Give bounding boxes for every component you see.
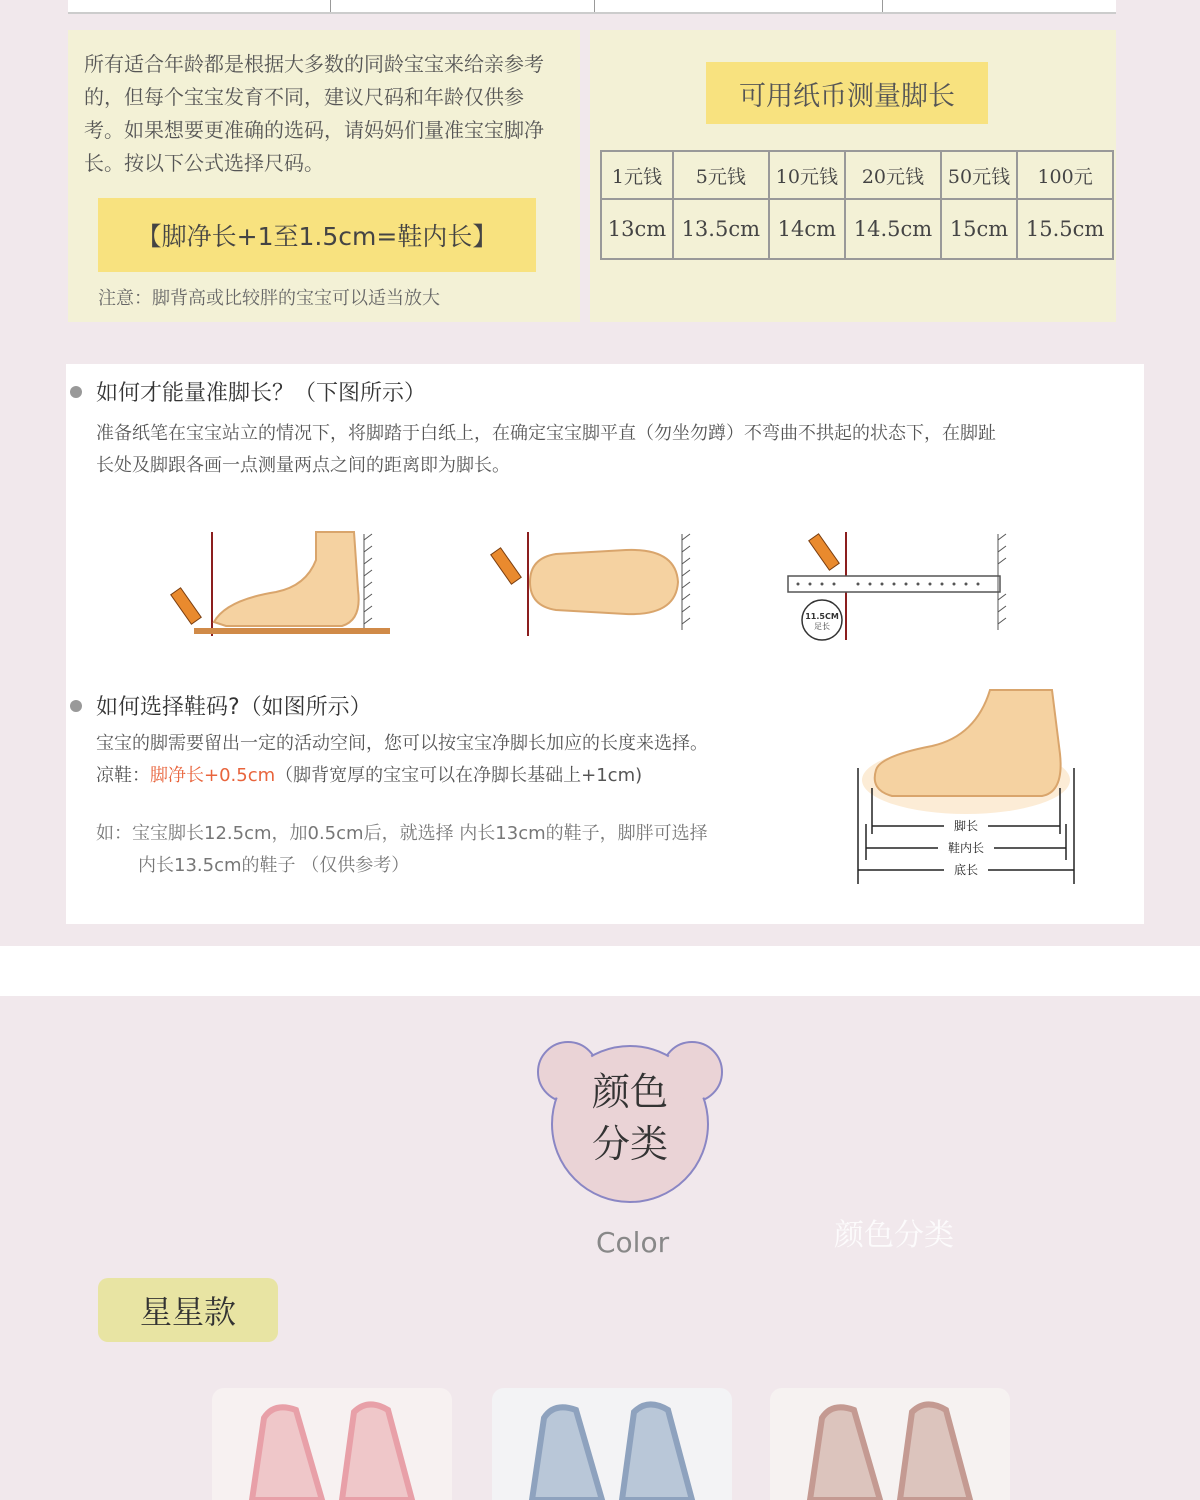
bullet-icon [70, 700, 82, 712]
section-divider [0, 946, 1200, 996]
shoe-image [492, 1388, 732, 1500]
coin-length: 14.5cm [845, 199, 941, 259]
coin-length: 13cm [601, 199, 673, 259]
coin-length: 15.5cm [1017, 199, 1113, 259]
ruler-label: 足长 [814, 622, 830, 631]
sandal-rule: 脚净长+0.5cm [150, 765, 276, 786]
sandal-note: （脚背宽厚的宝宝可以在净脚长基础上+1cm) [275, 765, 643, 786]
coin-header: 20元钱 [845, 151, 941, 199]
badge-line: 颜色 [591, 1070, 668, 1114]
coin-header: 5元钱 [673, 151, 769, 199]
size-note: 注意：脚背高或比较胖的宝宝可以适当放大 [98, 288, 440, 309]
badge-text [536, 1066, 724, 1170]
coin-measure-title: 可用纸币测量脚长 [706, 62, 988, 124]
product-thumb-pink[interactable] [212, 1388, 452, 1500]
size-advice-text: 所有适合年龄都是根据大多数的同龄宝宝来给亲参考的，但每个宝宝发育不同，建议尺码和年龄仅供参考。如果想要更准确的选码，请妈妈们量准宝宝脚净长。按以下公式选择尺码。 [84, 52, 544, 175]
how-measure-title: 如何才能量准脚长？（下图所示） [96, 381, 427, 406]
foot-side-illustration [166, 530, 396, 640]
top-table-edge [68, 0, 1116, 14]
color-category-badge [536, 1036, 724, 1206]
coin-header: 100元 [1017, 151, 1113, 199]
how-choose-title: 如何选择鞋码?（如图所示） [96, 695, 372, 720]
how-choose-heading [70, 690, 372, 721]
diagram-label: 鞋内长 [947, 841, 985, 855]
how-choose-text [96, 728, 836, 792]
how-measure-line: 准备纸笔在宝宝站立的情况下，将脚踏于白纸上，在确定宝宝脚平直（勿坐勿蹲）不弯曲不拱起的状态下，在脚趾 [96, 423, 996, 444]
how-measure-line: 长处及脚跟各画一点测量两点之间的距离即为脚长。 [96, 455, 510, 476]
measuring-guide-card [66, 364, 1144, 924]
coin-header: 50元钱 [941, 151, 1017, 199]
size-formula: 【脚净长+1至1.5cm=鞋内长】 [98, 198, 536, 272]
style-tag: 星星款 [98, 1278, 278, 1342]
ruler-label: 11.5CM [805, 612, 839, 621]
coin-length: 13.5cm [673, 199, 769, 259]
how-measure-text [96, 418, 1142, 482]
coin-header: 10元钱 [769, 151, 845, 199]
coin-length-table [600, 150, 1114, 260]
coin-length: 15cm [941, 199, 1017, 259]
how-measure-heading [70, 376, 426, 407]
sandal-label: 凉鞋： [96, 765, 150, 786]
sandal-rule-line [96, 760, 836, 792]
shoe-image [212, 1388, 452, 1500]
diagram-label: 底长 [953, 863, 979, 877]
product-thumb-blue[interactable] [492, 1388, 732, 1500]
example-line: 内长13.5cm的鞋子 （仅供参考） [138, 855, 410, 876]
example-line: 如：宝宝脚长12.5cm，加0.5cm后，就选择 内长13cm的鞋子，脚胖可选择 [96, 823, 708, 844]
ruler-illustration [784, 530, 1014, 646]
foot-top-illustration [486, 530, 696, 640]
color-ghost-label: 颜色分类 [834, 1218, 954, 1253]
size-advice-panel [68, 30, 580, 322]
how-choose-line: 宝宝的脚需要留出一定的活动空间，您可以按宝宝净脚长加应的长度来选择。 [96, 733, 708, 754]
bullet-icon [70, 386, 82, 398]
product-thumb-brown[interactable] [770, 1388, 1010, 1500]
shoe-image [770, 1388, 1010, 1500]
shoe-size-diagram [852, 684, 1082, 890]
badge-line: 分类 [591, 1122, 668, 1166]
example-text [96, 818, 836, 882]
color-english-label: Color [596, 1226, 670, 1259]
diagram-label: 脚长 [953, 819, 979, 833]
coin-measure-panel [590, 30, 1116, 322]
coin-header: 1元钱 [601, 151, 673, 199]
coin-length: 14cm [769, 199, 845, 259]
